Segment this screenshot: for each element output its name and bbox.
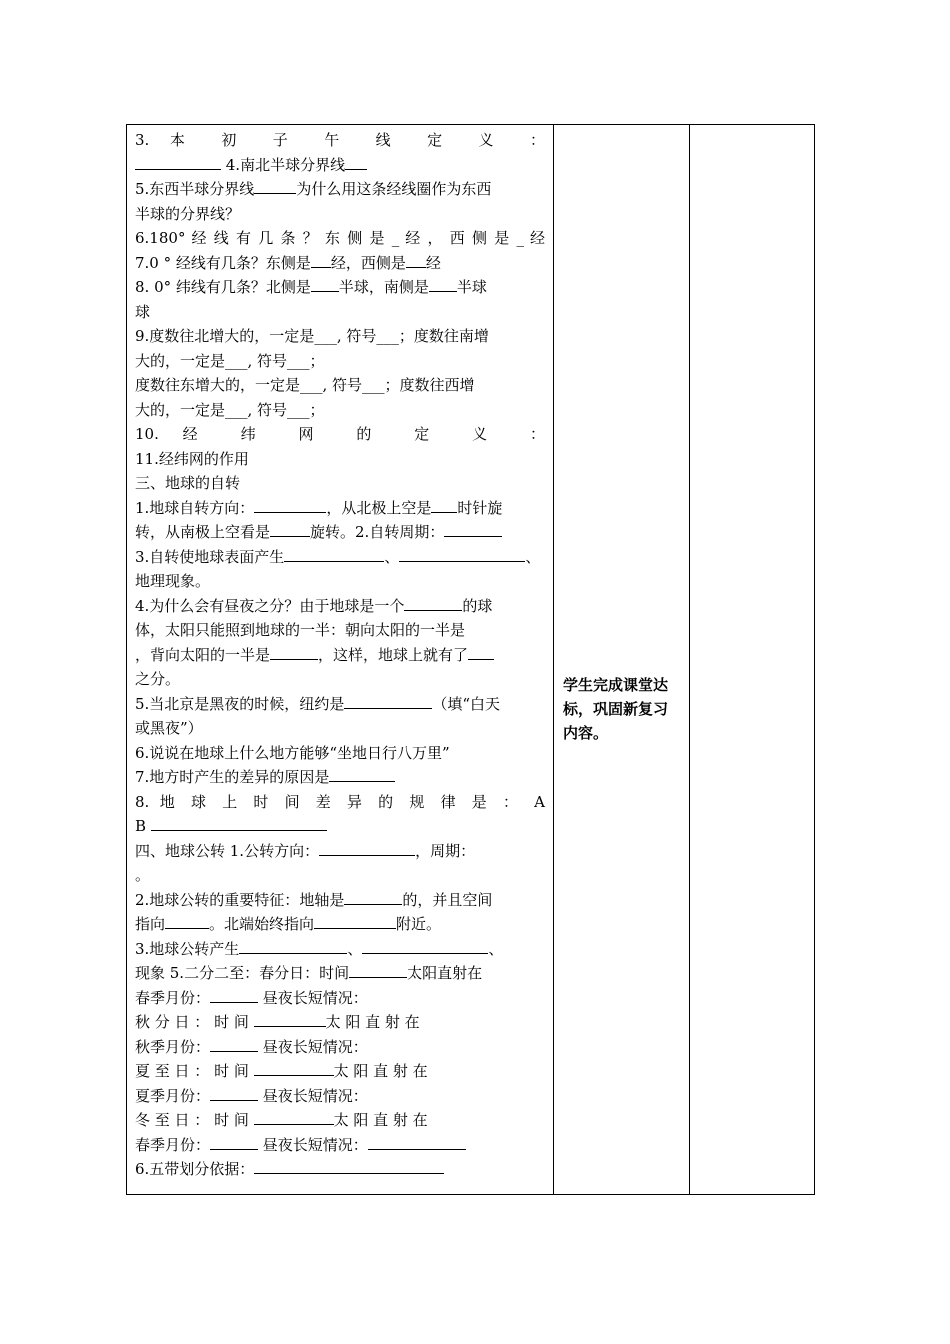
worksheet-line bbox=[135, 1035, 545, 1060]
worksheet-line bbox=[135, 986, 545, 1011]
line-text: 夏 至 日 ： 时 间 bbox=[135, 1062, 254, 1080]
worksheet-line bbox=[135, 447, 545, 472]
line-text: 3.自转使地球表面产生 bbox=[135, 548, 285, 566]
worksheet-line bbox=[135, 226, 545, 251]
line-text: 太阳直射在 bbox=[407, 964, 483, 982]
answer-blank[interactable] bbox=[210, 1085, 258, 1101]
worksheet-line bbox=[135, 888, 545, 913]
line-text: 、 bbox=[347, 940, 363, 958]
line-text: 春季月份： bbox=[135, 989, 211, 1007]
answer-blank[interactable] bbox=[254, 1060, 334, 1076]
column-divider-1 bbox=[553, 125, 554, 1194]
worksheet-line bbox=[135, 1084, 545, 1109]
line-text: 、 bbox=[488, 940, 504, 958]
line-text: 半球，南侧是 bbox=[338, 278, 429, 296]
line-text: 夏季月份： bbox=[135, 1087, 211, 1105]
line-text: 秋 分 日 ： 时 间 bbox=[135, 1013, 254, 1031]
line-text: 4.为什么会有昼夜之分？由于地球是一个 bbox=[135, 597, 405, 615]
line-text: B bbox=[135, 817, 151, 835]
line-text: 指向 bbox=[135, 915, 166, 933]
line-text: 3. 本 初 子 午 线 定 义 ： bbox=[135, 131, 545, 149]
line-text: 6.说说在地球上什么地方能够“坐地日行八万里” bbox=[135, 744, 450, 762]
answer-blank[interactable] bbox=[254, 1109, 334, 1125]
worksheet-line bbox=[135, 202, 545, 227]
answer-blank[interactable] bbox=[165, 913, 209, 929]
worksheet-line bbox=[135, 839, 545, 864]
worksheet-line bbox=[135, 643, 545, 668]
line-text: 的，并且空间 bbox=[402, 891, 493, 909]
worksheet-line bbox=[135, 177, 545, 202]
worksheet-line bbox=[135, 765, 545, 790]
line-text: 时针旋 bbox=[457, 499, 503, 517]
line-text: 太 阳 直 射 在 bbox=[333, 1111, 428, 1129]
line-text: 之分。 bbox=[135, 670, 181, 688]
worksheet-line bbox=[135, 471, 545, 496]
line-text: 大的，一定是___, 符号___； bbox=[135, 401, 325, 419]
worksheet-line bbox=[135, 398, 545, 423]
worksheet-line bbox=[135, 814, 545, 839]
worksheet-line bbox=[135, 300, 545, 325]
answer-blank[interactable] bbox=[311, 276, 339, 292]
line-text: 6.五带划分依据： bbox=[135, 1160, 255, 1178]
line-text: 地理现象。 bbox=[135, 572, 211, 590]
line-text: 、 bbox=[384, 548, 400, 566]
line-text: 冬 至 日 ： 时 间 bbox=[135, 1111, 254, 1129]
line-text: （填“白天 bbox=[432, 695, 500, 713]
answer-blank[interactable] bbox=[151, 815, 327, 831]
line-text: 或黑夜”） bbox=[135, 719, 203, 737]
line-text: 体，太阳只能照到地球的一半：朝向太阳的一半是 bbox=[135, 621, 466, 639]
answer-blank[interactable] bbox=[210, 1134, 258, 1150]
worksheet-line bbox=[135, 324, 545, 349]
line-text: 春季月份： bbox=[135, 1136, 211, 1154]
line-text: 3.地球公转产生 bbox=[135, 940, 240, 958]
line-text: 昼夜长短情况： bbox=[258, 989, 368, 1007]
worksheet-line bbox=[135, 1059, 545, 1084]
line-text: 秋季月份： bbox=[135, 1038, 211, 1056]
line-text: 。北端始终指向 bbox=[209, 915, 315, 933]
worksheet-line bbox=[135, 349, 545, 374]
worksheet-line bbox=[135, 496, 545, 521]
answer-blank[interactable] bbox=[319, 840, 415, 856]
line-text: 半球 bbox=[456, 278, 487, 296]
line-text: 经，西侧是 bbox=[330, 254, 406, 272]
worksheet-line bbox=[135, 1108, 545, 1133]
activity-column bbox=[563, 673, 683, 745]
line-text: 昼夜长短情况： bbox=[258, 1087, 368, 1105]
worksheet-line bbox=[135, 422, 545, 447]
line-text: 转，从南极上空看是 bbox=[135, 523, 271, 541]
answer-blank[interactable] bbox=[399, 546, 525, 562]
answer-blank[interactable] bbox=[254, 178, 296, 194]
answer-blank[interactable] bbox=[344, 889, 402, 905]
worksheet-line bbox=[135, 251, 545, 276]
answer-blank[interactable] bbox=[362, 938, 488, 954]
line-text: ，背向太阳的一半是 bbox=[135, 646, 271, 664]
worksheet-line bbox=[135, 716, 545, 741]
answer-blank[interactable] bbox=[344, 693, 432, 709]
line-text: 、 bbox=[525, 548, 541, 566]
answer-blank[interactable] bbox=[329, 766, 395, 782]
line-text: 5.当北京是黑夜的时候，纽约是 bbox=[135, 695, 345, 713]
worksheet-line bbox=[135, 741, 545, 766]
column-divider-2 bbox=[689, 125, 690, 1194]
answer-blank[interactable] bbox=[311, 252, 331, 268]
line-text: 现象 5.二分二至：春分日：时间 bbox=[135, 964, 350, 982]
answer-blank[interactable] bbox=[210, 987, 258, 1003]
answer-blank[interactable] bbox=[444, 521, 502, 537]
worksheet-line bbox=[135, 128, 545, 153]
worksheet-line bbox=[135, 275, 545, 300]
line-text: 四、地球公转 1.公转方向： bbox=[135, 842, 320, 860]
line-text: 2.地球公转的重要特征：地轴是 bbox=[135, 891, 345, 909]
line-text: 4.南北半球分界线 bbox=[221, 156, 346, 174]
answer-blank[interactable] bbox=[270, 644, 318, 660]
worksheet-line bbox=[135, 1133, 545, 1158]
answer-blank[interactable] bbox=[254, 497, 326, 513]
line-text: 经 bbox=[425, 254, 441, 272]
line-text: 三、地球的自转 bbox=[135, 474, 241, 492]
answer-blank[interactable] bbox=[429, 276, 457, 292]
line-text: ，从北极上空是 bbox=[326, 499, 432, 517]
line-text: 。 bbox=[135, 866, 151, 884]
line-text: 5.东西半球分界线 bbox=[135, 180, 255, 198]
answer-blank[interactable] bbox=[210, 1036, 258, 1052]
answer-blank[interactable] bbox=[406, 252, 426, 268]
line-text: 附近。 bbox=[396, 915, 442, 933]
answer-blank[interactable] bbox=[314, 913, 396, 929]
line-text: 太 阳 直 射 在 bbox=[325, 1013, 420, 1031]
line-text: 9.度数往北增大的，一定是___, 符号___；度数往南增 bbox=[135, 327, 489, 345]
line-text: 7.地方时产生的差异的原因是 bbox=[135, 768, 330, 786]
answer-blank[interactable] bbox=[135, 154, 221, 170]
answer-blank[interactable] bbox=[270, 521, 310, 537]
line-text: 8. 地 球 上 时 间 差 异 的 规 律 是 ： A bbox=[135, 793, 545, 811]
line-text: 半球的分界线？ bbox=[135, 205, 241, 223]
worksheet-line bbox=[135, 569, 545, 594]
worksheet-line bbox=[135, 790, 545, 815]
line-text: 11.经纬网的作用 bbox=[135, 450, 249, 468]
line-text: ，周期： bbox=[415, 842, 476, 860]
activity-line-3: 内容。 bbox=[563, 724, 609, 742]
worksheet-line bbox=[135, 863, 545, 888]
worksheet-line bbox=[135, 618, 545, 643]
answer-blank[interactable] bbox=[404, 595, 462, 611]
line-text: 昼夜长短情况： bbox=[258, 1038, 368, 1056]
worksheet-line bbox=[135, 373, 545, 398]
answer-blank[interactable] bbox=[368, 1134, 466, 1150]
line-text: 1.地球自转方向： bbox=[135, 499, 255, 517]
line-text: ，这样，地球上就有了 bbox=[318, 646, 469, 664]
worksheet-line bbox=[135, 545, 545, 570]
worksheet-line bbox=[135, 692, 545, 717]
lesson-table bbox=[126, 124, 815, 1195]
worksheet-line bbox=[135, 153, 545, 178]
worksheet-line bbox=[135, 1157, 545, 1182]
answer-blank[interactable] bbox=[345, 154, 367, 170]
answer-blank[interactable] bbox=[468, 644, 494, 660]
worksheet-line bbox=[135, 961, 545, 986]
worksheet-line bbox=[135, 667, 545, 692]
line-text: 大的，一定是___, 符号___； bbox=[135, 352, 325, 370]
line-text: 的球 bbox=[462, 597, 493, 615]
activity-line-1: 学生完成课堂达 bbox=[563, 676, 669, 694]
activity-line-2: 标，巩固新复习 bbox=[563, 700, 669, 718]
worksheet-line bbox=[135, 594, 545, 619]
answer-blank[interactable] bbox=[254, 1158, 444, 1174]
line-text: 球 bbox=[135, 303, 151, 321]
line-text: 太 阳 直 射 在 bbox=[333, 1062, 428, 1080]
worksheet-line bbox=[135, 937, 545, 962]
answer-blank[interactable] bbox=[349, 962, 407, 978]
worksheet-line bbox=[135, 1010, 545, 1035]
worksheet-line bbox=[135, 912, 545, 937]
line-text: 旋转。2.自转周期： bbox=[310, 523, 445, 541]
line-text: 度数往东增大的，一定是___, 符号___；度数往西增 bbox=[135, 376, 475, 394]
answer-blank[interactable] bbox=[254, 1011, 326, 1027]
line-text: 7.0 ° 经线有几条？东侧是 bbox=[135, 254, 311, 272]
answer-blank[interactable] bbox=[284, 546, 384, 562]
line-text: 为什么用这条经线圈作为东西 bbox=[296, 180, 492, 198]
worksheet-line bbox=[135, 520, 545, 545]
line-text: 8. 0° 纬线有几条？北侧是 bbox=[135, 278, 311, 296]
line-text: 昼夜长短情况： bbox=[258, 1136, 368, 1154]
answer-blank[interactable] bbox=[431, 497, 457, 513]
answer-blank[interactable] bbox=[239, 938, 347, 954]
line-text: 10. 经 纬 网 的 定 义 ： bbox=[135, 425, 545, 443]
line-text: 6.180° 经 线 有 几 条 ？ 东 侧 是 _ 经 ， 西 侧 是 _ 经 bbox=[135, 229, 545, 247]
